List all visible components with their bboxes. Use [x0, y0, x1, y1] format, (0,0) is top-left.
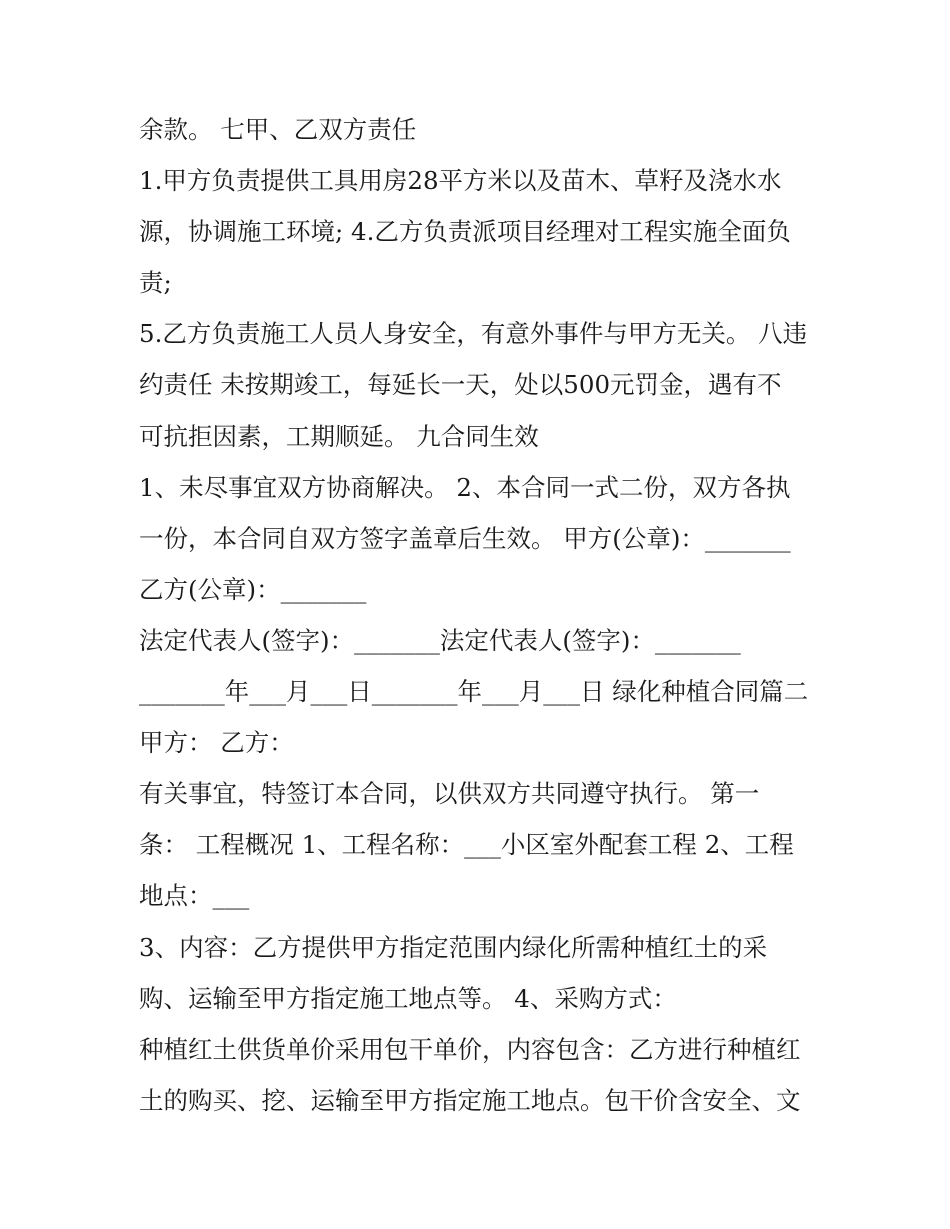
- text-line: 甲方： 乙方：: [139, 728, 294, 758]
- text-line: 5.乙方负责施工人员人身安全，有意外事件与甲方无关。 八违: [139, 319, 808, 349]
- text-line: 可抗拒因素，工期顺延。 九合同生效: [139, 421, 539, 451]
- document-body: [139, 104, 819, 1126]
- text-line: 责;: [139, 268, 172, 298]
- text-line: 地点：___: [139, 881, 250, 911]
- text-line: 有关事宜，特签订本合同，以供双方共同遵守执行。 第一: [139, 779, 760, 809]
- text-line: 土的购买、挖、运输至甲方指定施工地点。包干价含安全、文: [139, 1085, 801, 1115]
- text-line: 购、运输至甲方指定施工地点等。 4、采购方式：: [139, 983, 677, 1013]
- text-line: 种植红土供货单价采用包干单价，内容包含：乙方进行种植红: [139, 1034, 801, 1064]
- text-line: 3、内容：乙方提供甲方指定范围内绿化所需种植红土的采: [139, 932, 768, 962]
- text-line: 约责任 未按期竣工，每延长一天，处以500元罚金，遇有不: [139, 370, 782, 400]
- text-line: 条： 工程概况 1、工程名称：___小区室外配套工程 2、工程: [139, 830, 794, 860]
- text-line: 1、未尽事宜双方协商解决。 2、本合同一式二份，双方各执: [139, 472, 791, 502]
- text-line: 1.甲方负责提供工具用房28平方米以及苗木、草籽及浇水水: [139, 166, 782, 196]
- text-line: 一份，本合同自双方签字盖章后生效。 甲方(公章)：_______: [139, 523, 791, 553]
- text-line: 源，协调施工环境; 4.乙方负责派项目经理对工程实施全面负: [139, 217, 791, 247]
- text-line: 余款。 七甲、乙双方责任: [139, 115, 417, 144]
- text-line: _______年___月___日_______年___月___日 绿化种植合同篇二: [139, 677, 809, 707]
- text-line: 乙方(公章)：_______: [139, 574, 367, 604]
- text-line: 法定代表人(签字)：_______法定代表人(签字)：_______: [139, 625, 741, 655]
